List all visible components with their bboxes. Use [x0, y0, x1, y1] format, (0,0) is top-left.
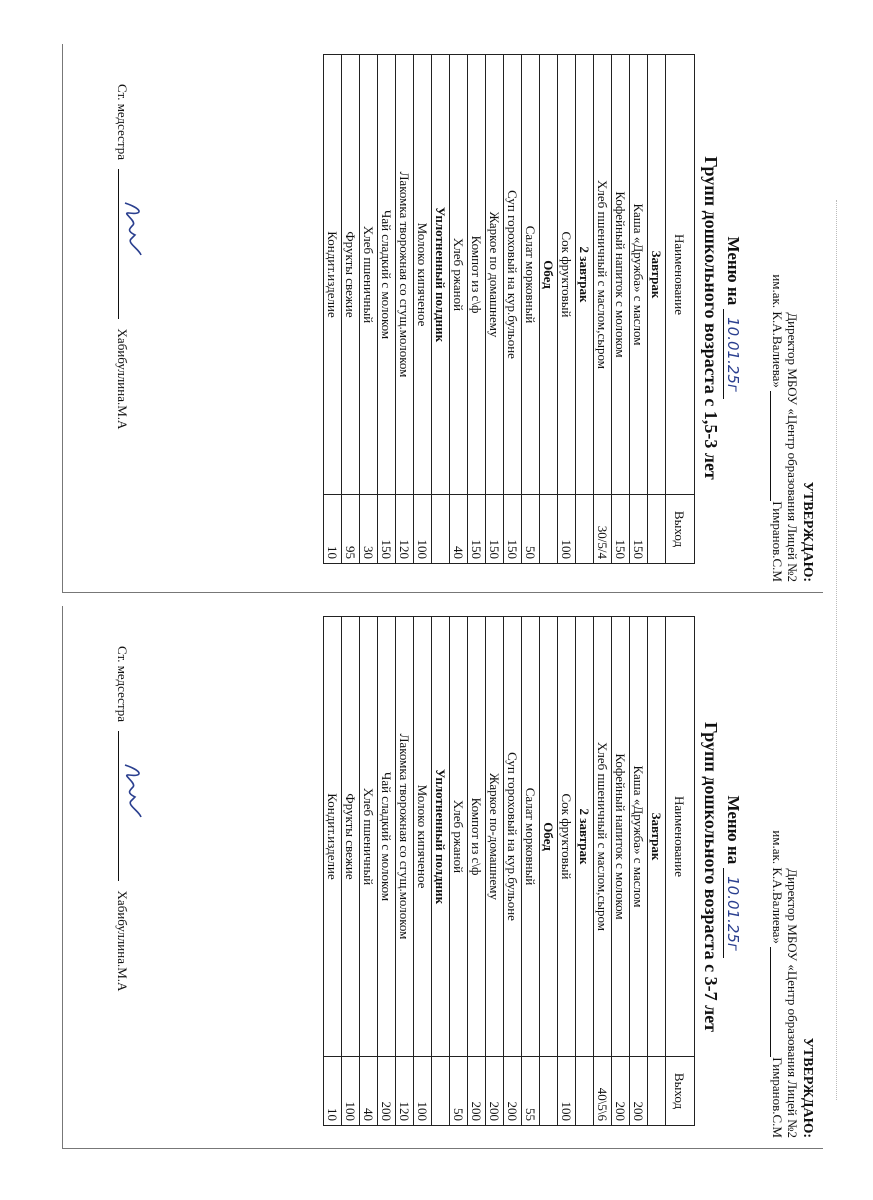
menu-item-row	[414, 617, 432, 1126]
menu-date: 10.01.25г	[723, 868, 742, 958]
section-title: Обед	[540, 55, 558, 495]
dish-output: 100	[558, 495, 576, 564]
dish-name: Хлеб ржаной	[450, 55, 468, 495]
dish-output: 100	[414, 495, 432, 564]
menu-item-row	[504, 55, 522, 564]
section-empty-cell	[648, 495, 666, 564]
dish-output: 95	[342, 495, 360, 564]
dish-name: Жаркое по домашнему	[486, 55, 504, 495]
menu-item-row	[378, 617, 396, 1126]
section-title: Завтрак	[648, 55, 666, 495]
dish-name: Сок фруктовый	[558, 617, 576, 1057]
dish-name: Молоко кипяченое	[414, 617, 432, 1057]
menu-item-row	[594, 55, 612, 564]
dish-name: Кофейный напиток с молоком	[612, 55, 630, 495]
section-row	[540, 55, 558, 564]
dish-output: 40	[450, 495, 468, 564]
dish-output: 50	[522, 495, 540, 564]
section-empty-cell	[576, 495, 594, 564]
dish-name: Кондит.изделие	[324, 55, 342, 495]
dish-output: 30/5/4	[594, 495, 612, 564]
section-empty-cell	[432, 1057, 450, 1126]
menu-sheet-bottom	[62, 606, 823, 1149]
dish-name: Кондит.изделие	[324, 617, 342, 1057]
menu-sheet-top	[62, 44, 823, 593]
col-header-output: Выход	[666, 495, 695, 564]
dish-name: Компот из с\ф	[468, 617, 486, 1057]
approval-header: УТВЕРЖДАЮ:	[800, 481, 815, 582]
handwritten-signature	[117, 199, 147, 259]
menu-item-row	[522, 55, 540, 564]
menu-title: Меню на	[724, 795, 743, 865]
signature-line	[118, 731, 133, 881]
dish-output: 200	[504, 1057, 522, 1126]
menu-item-row	[360, 55, 378, 564]
signature-name: Хабибуллина.М.А	[115, 328, 130, 430]
section-title: Уплотненный полдник	[432, 617, 450, 1057]
approval-name: Гимранов.С.М	[770, 1057, 785, 1138]
dish-name: Суп гороховый на кур.бульоне	[504, 55, 522, 495]
menu-item-row	[396, 617, 414, 1126]
approval-block	[770, 830, 815, 1138]
col-header-name: Наименование	[666, 617, 695, 1057]
section-empty-cell	[540, 1057, 558, 1126]
dish-name: Компот из с\ф	[468, 55, 486, 495]
menu-table	[323, 616, 695, 1126]
section-empty-cell	[648, 1057, 666, 1126]
dish-output: 50	[450, 1057, 468, 1126]
dish-name: Салат морковный	[522, 617, 540, 1057]
dish-name: Хлеб пшеничный с маслом,сыром	[594, 55, 612, 495]
menu-item-row	[468, 617, 486, 1126]
approval-line2: им.ак. К.А.Валиева»	[770, 830, 785, 944]
menu-item-row	[630, 617, 648, 1126]
dish-output: 150	[504, 495, 522, 564]
menu-subtitle: Групп дошкольного возраста с 1,5-3 лет	[701, 156, 721, 480]
menu-item-row	[324, 55, 342, 564]
section-row	[576, 617, 594, 1126]
dish-name: Каша «Дружба» с маслом	[630, 617, 648, 1057]
dish-output: 40	[360, 1057, 378, 1126]
approval-name: Гимранов.С.М	[770, 501, 785, 582]
menu-item-row	[594, 617, 612, 1126]
dish-name: Суп гороховый на кур.бульоне	[504, 617, 522, 1057]
menu-item-row	[450, 617, 468, 1126]
menu-item-row	[558, 617, 576, 1126]
menu-item-row	[396, 55, 414, 564]
menu-item-row	[612, 55, 630, 564]
dish-name: Кофейный напиток с молоком	[612, 617, 630, 1057]
dish-name: Лакомка творожная со сгущ.молоком	[396, 617, 414, 1057]
dish-output: 200	[468, 1057, 486, 1126]
dish-output: 40\5\6	[594, 1057, 612, 1126]
section-title: Завтрак	[648, 617, 666, 1057]
col-header-name: Наименование	[666, 55, 695, 495]
signature-role: Ст. медсестра	[115, 646, 130, 723]
dish-output: 150	[468, 495, 486, 564]
dish-output: 120	[396, 495, 414, 564]
menu-table	[323, 54, 695, 564]
menu-item-row	[504, 617, 522, 1126]
menu-item-row	[522, 617, 540, 1126]
menu-item-row	[486, 55, 504, 564]
menu-item-row	[468, 55, 486, 564]
col-header-output: Выход	[666, 1057, 695, 1126]
signature-name: Хабибуллина.М.А	[115, 890, 130, 992]
menu-heading	[700, 606, 743, 1148]
menu-title: Меню на	[724, 236, 743, 306]
dish-output: 100	[558, 1057, 576, 1126]
signature-block	[114, 84, 133, 544]
handwritten-signature	[117, 761, 147, 821]
dish-output: 200	[630, 1057, 648, 1126]
menu-item-row	[486, 617, 504, 1126]
dish-name: Чай сладкий с молоком	[378, 617, 396, 1057]
section-empty-cell	[432, 495, 450, 564]
menu-item-row	[378, 55, 396, 564]
menu-item-row	[342, 55, 360, 564]
dish-name: Хлеб пшеничный	[360, 617, 378, 1057]
menu-item-row	[612, 617, 630, 1126]
menu-item-row	[342, 617, 360, 1126]
section-row	[576, 55, 594, 564]
dish-output: 55	[522, 1057, 540, 1126]
section-row	[648, 617, 666, 1126]
section-empty-cell	[576, 1057, 594, 1126]
signature-line	[118, 169, 133, 319]
dish-output: 200	[486, 1057, 504, 1126]
scan-edge-artifact	[836, 200, 839, 1100]
signature-block	[114, 646, 133, 1106]
dish-output: 120	[396, 1057, 414, 1126]
dish-name: Фрукты свежие	[342, 617, 360, 1057]
approval-line2: им.ак. К.А.Валиева»	[770, 274, 785, 388]
section-row	[432, 617, 450, 1126]
menu-item-row	[414, 55, 432, 564]
menu-item-row	[324, 617, 342, 1126]
dish-output: 200	[378, 1057, 396, 1126]
dish-name: Хлеб ржаной	[450, 617, 468, 1057]
approval-header: УТВЕРЖДАЮ:	[800, 1037, 815, 1138]
approval-line1: Директор МБОУ «Центр образования Лицей №2	[785, 312, 800, 582]
menu-subtitle: Групп дошкольного возраста с 3-7 лет	[701, 721, 721, 1033]
section-title: 2 завтрак	[576, 617, 594, 1057]
dish-name: Хлеб пшеничный с маслом,сыром	[594, 617, 612, 1057]
dish-output: 100	[342, 1057, 360, 1126]
menu-item-row	[360, 617, 378, 1126]
dish-name: Каша «Дружба» с маслом	[630, 55, 648, 495]
dish-name: Салат морковный	[522, 55, 540, 495]
section-title: 2 завтрак	[576, 55, 594, 495]
approval-signature-line	[770, 947, 783, 1057]
approval-block	[770, 274, 815, 582]
dish-output: 150	[486, 495, 504, 564]
dish-output: 10	[324, 495, 342, 564]
dish-name: Лакомка творожная со сгущ.молоком	[396, 55, 414, 495]
dish-output: 200	[612, 1057, 630, 1126]
dish-output: 150	[630, 495, 648, 564]
section-row	[432, 55, 450, 564]
dish-output: 30	[360, 495, 378, 564]
signature-role: Ст. медсестра	[115, 84, 130, 161]
dish-name: Молоко кипяченое	[414, 55, 432, 495]
dish-name: Жаркое по-домашнему	[486, 617, 504, 1057]
dish-name: Хлеб пшеничный	[360, 55, 378, 495]
menu-item-row	[630, 55, 648, 564]
menu-item-row	[450, 55, 468, 564]
menu-item-row	[558, 55, 576, 564]
dish-name: Чай сладкий с молоком	[378, 55, 396, 495]
dish-name: Фрукты свежие	[342, 55, 360, 495]
section-title: Обед	[540, 617, 558, 1057]
section-row	[540, 617, 558, 1126]
menu-date: 10.01.25г	[723, 309, 742, 399]
menu-heading	[700, 44, 743, 592]
approval-signature-line	[770, 391, 783, 501]
section-row	[648, 55, 666, 564]
approval-line1: Директор МБОУ «Центр образования Лицей №2	[785, 868, 800, 1138]
dish-output: 150	[378, 495, 396, 564]
dish-name: Сок фруктовый	[558, 55, 576, 495]
section-empty-cell	[540, 495, 558, 564]
dish-output: 10	[324, 1057, 342, 1126]
section-title: Уплотненный полдник	[432, 55, 450, 495]
dish-output: 100	[414, 1057, 432, 1126]
dish-output: 150	[612, 495, 630, 564]
